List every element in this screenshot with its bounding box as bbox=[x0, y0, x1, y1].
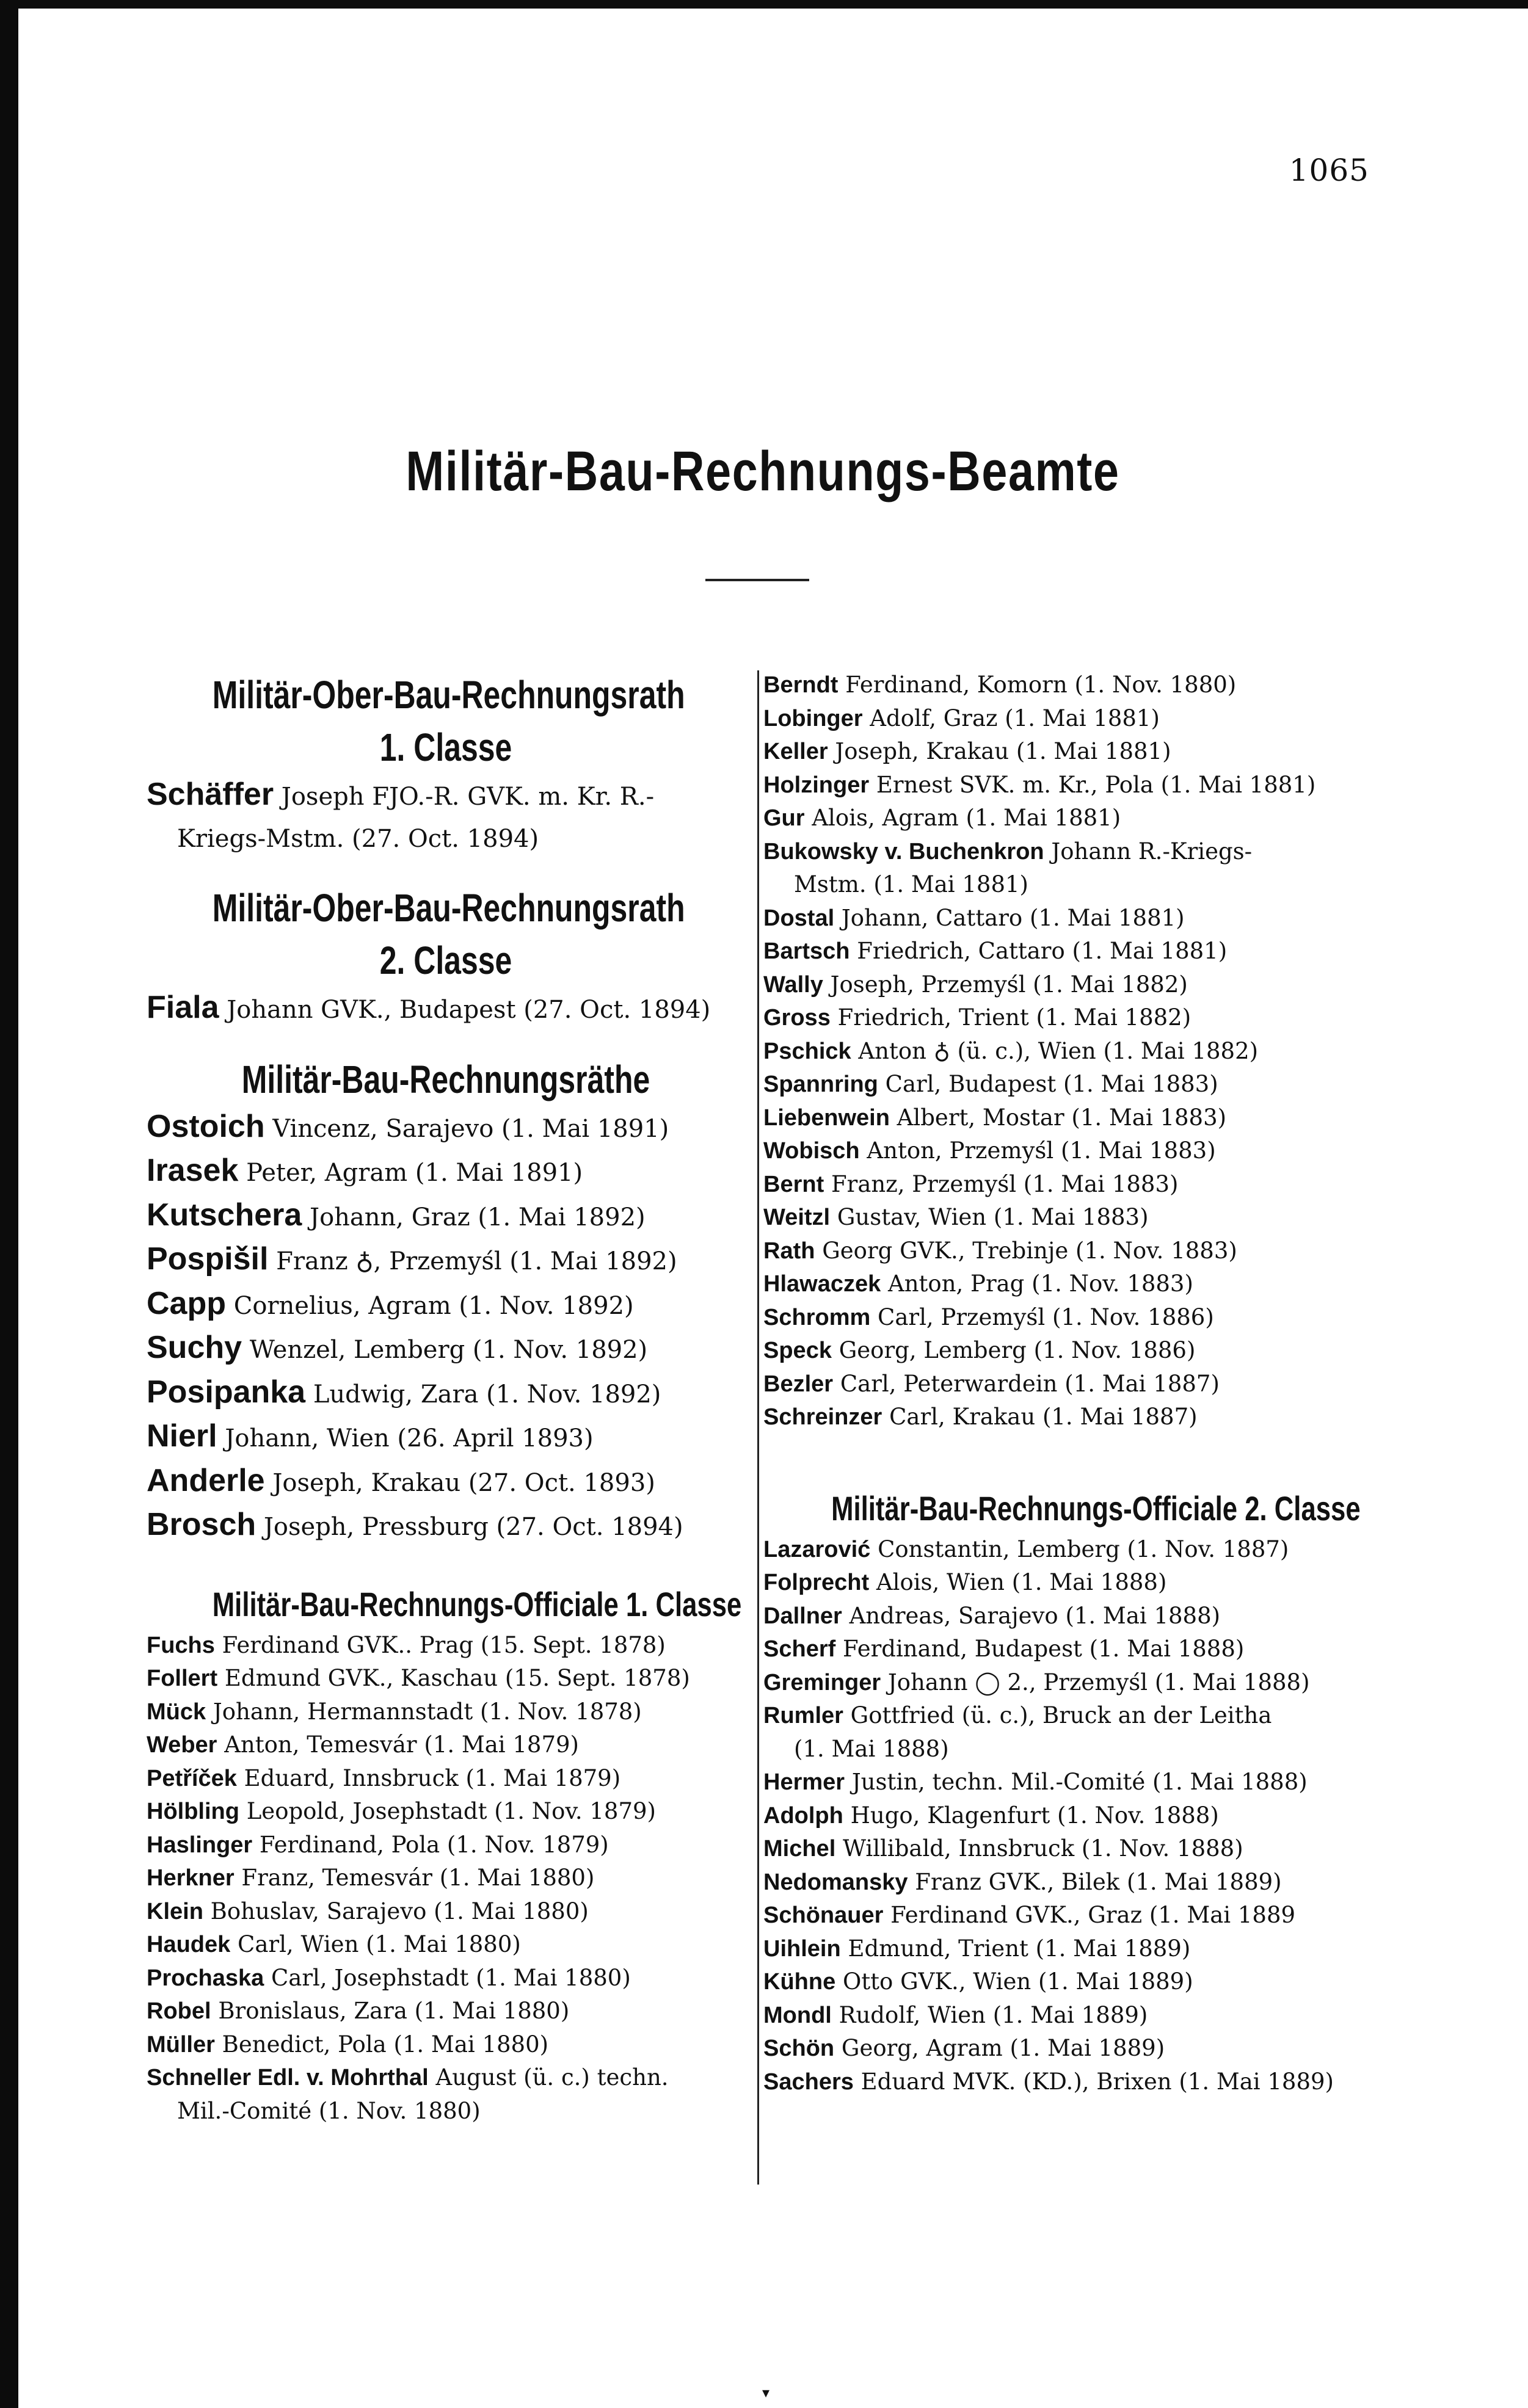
entry-details: Johann ◯ 2., Przemyśl (1. Mai 1888) bbox=[881, 1669, 1310, 1695]
entry-name: Lobinger bbox=[763, 705, 863, 731]
list-item bbox=[763, 1965, 1380, 1999]
entry-details: Otto GVK., Wien (1. Mai 1889) bbox=[835, 1968, 1193, 1995]
entry-details: Joseph, Przemyśl (1. Mai 1882) bbox=[823, 971, 1188, 998]
entry-name: Michel bbox=[763, 1836, 836, 1862]
list-item bbox=[763, 1600, 1380, 1633]
entry-name: Nierl bbox=[147, 1418, 217, 1454]
list-item bbox=[147, 1928, 745, 1962]
entry-name: Haslinger bbox=[147, 1832, 253, 1858]
list-item bbox=[763, 1932, 1380, 1966]
entry-details: Ferdinand, Budapest (1. Mai 1888) bbox=[835, 1636, 1245, 1662]
entry-details: Carl, Josephstadt (1. Mai 1880) bbox=[264, 1964, 631, 1991]
entry-details: Johann GVK., Budapest (27. Oct. 1894) bbox=[219, 996, 711, 1024]
list-item bbox=[763, 902, 1380, 935]
entry-details: Franz GVK., Bilek (1. Mai 1889) bbox=[908, 1868, 1282, 1895]
entry-name: Rumler bbox=[763, 1703, 843, 1728]
entry-name: Bezler bbox=[763, 1371, 834, 1397]
list-item bbox=[763, 1832, 1380, 1866]
list-item bbox=[147, 1728, 745, 1762]
entry-details: Anton, Przemyśl (1. Mai 1883) bbox=[859, 1137, 1216, 1164]
entry-name: Prochaska bbox=[147, 1965, 264, 1991]
section-heading-class: 1. Classe bbox=[379, 725, 512, 769]
section-list bbox=[763, 669, 1380, 1434]
entry-name: Brosch bbox=[147, 1507, 256, 1542]
entry-name: Bartsch bbox=[763, 938, 850, 964]
entry-name: Greminger bbox=[763, 1669, 881, 1695]
title-rule bbox=[705, 579, 809, 581]
list-item bbox=[763, 1334, 1380, 1368]
section-list bbox=[147, 1106, 745, 1548]
entry-name: Uihlein bbox=[763, 1935, 841, 1962]
entry-details: Hugo, Klagenfurt (1. Nov. 1888) bbox=[843, 1802, 1219, 1829]
entry-details: Eduard, Innsbruck (1. Mai 1879) bbox=[236, 1764, 621, 1791]
entry-details: Carl, Budapest (1. Mai 1883) bbox=[878, 1071, 1218, 1097]
entry-name: Bernt bbox=[763, 1171, 824, 1197]
list-item bbox=[763, 968, 1380, 1002]
entry-details: Ludwig, Zara (1. Nov. 1892) bbox=[305, 1380, 661, 1409]
entry-details: Georg, Agram (1. Mai 1889) bbox=[834, 2035, 1165, 2061]
entry-details: Johann, Graz (1. Mai 1892) bbox=[302, 1203, 646, 1231]
section-list bbox=[147, 774, 745, 860]
entry-name: Nedomansky bbox=[763, 1869, 908, 1895]
list-item bbox=[763, 1799, 1380, 1833]
list-item bbox=[763, 1533, 1380, 1567]
list-item bbox=[147, 1829, 745, 1862]
page-number: 1065 bbox=[1289, 153, 1369, 188]
entry-name: Mondl bbox=[763, 2002, 832, 2028]
entry-name: Haudek bbox=[147, 1932, 231, 1957]
entry-name: Dostal bbox=[763, 905, 835, 931]
entry-continuation: Kriegs-Mstm. (27. Oct. 1894) bbox=[177, 824, 539, 853]
list-item bbox=[147, 774, 745, 818]
entry-details: Friedrich, Trient (1. Mai 1882) bbox=[830, 1004, 1191, 1031]
entry-name: Schreinzer bbox=[763, 1404, 882, 1430]
entry-details: Gustav, Wien (1. Mai 1883) bbox=[830, 1204, 1149, 1230]
entry-details: Georg GVK., Trebinje (1. Nov. 1883) bbox=[815, 1237, 1237, 1264]
entry-details: Gottfried (ü. c.), Bruck an der Leitha bbox=[843, 1702, 1272, 1728]
entry-details: Franz, Temesvár (1. Mai 1880) bbox=[234, 1865, 595, 1891]
entry-name: Sachers bbox=[763, 2069, 854, 2095]
entry-name: Schäffer bbox=[147, 777, 274, 812]
entry-name: Irasek bbox=[147, 1153, 239, 1188]
entry-name: Schromm bbox=[763, 1304, 871, 1330]
entry-name: Petříček bbox=[147, 1765, 237, 1791]
entry-name: Anderle bbox=[147, 1462, 265, 1498]
list-item bbox=[763, 835, 1380, 869]
entry-details: Carl, Przemyśl (1. Nov. 1886) bbox=[870, 1304, 1214, 1330]
list-item bbox=[763, 1999, 1380, 2033]
list-item bbox=[147, 1662, 745, 1695]
entry-name: Gross bbox=[763, 1005, 831, 1031]
entry-details: Alois, Agram (1. Mai 1881) bbox=[804, 805, 1121, 831]
section-heading: Militär-Bau-Rechnungsräthe bbox=[241, 1057, 650, 1101]
list-item bbox=[147, 1962, 745, 1995]
list-item bbox=[763, 1766, 1380, 1799]
entry-name: Pospišil bbox=[147, 1241, 269, 1277]
entry-details: Justin, techn. Mil.-Comité (1. Mai 1888) bbox=[845, 1769, 1308, 1795]
entry-name: Herkner bbox=[147, 1865, 235, 1891]
entry-details: Carl, Krakau (1. Mai 1887) bbox=[882, 1404, 1198, 1430]
list-item bbox=[147, 1504, 745, 1548]
entry-name: Posipanka bbox=[147, 1374, 306, 1410]
list-item bbox=[763, 1401, 1380, 1434]
list-item bbox=[147, 987, 745, 1031]
entry-name: Ostoich bbox=[147, 1108, 265, 1144]
list-item bbox=[763, 1566, 1380, 1600]
entry-name: Fuchs bbox=[147, 1632, 215, 1658]
entry-details: Franz ♁, Przemyśl (1. Mai 1892) bbox=[268, 1247, 677, 1275]
footer-mark: ▾ bbox=[762, 2384, 770, 2401]
list-item-continuation bbox=[763, 1733, 1380, 1766]
list-item bbox=[147, 1283, 745, 1327]
entry-details: August (ü. c.) techn. bbox=[428, 2064, 669, 2091]
entry-name: Lazarović bbox=[763, 1536, 871, 1562]
entry-name: Folprecht bbox=[763, 1570, 870, 1595]
entry-details: Johann, Cattaro (1. Mai 1881) bbox=[834, 904, 1185, 931]
list-item bbox=[763, 2032, 1380, 2065]
entry-name: Wobisch bbox=[763, 1138, 860, 1164]
entry-details: Edmund GVK., Kaschau (15. Sept. 1878) bbox=[217, 1665, 690, 1691]
entry-details: Ferdinand GVK.. Prag (15. Sept. 1878) bbox=[214, 1631, 666, 1658]
section-heading: Militär-Ober-Bau-Rechnungsrath bbox=[212, 886, 685, 930]
entry-continuation: Mstm. (1. Mai 1881) bbox=[794, 871, 1028, 898]
list-item bbox=[147, 1106, 745, 1150]
entry-name: Liebenwein bbox=[763, 1104, 890, 1131]
list-item bbox=[763, 669, 1380, 702]
right-column bbox=[763, 669, 1380, 2098]
list-item bbox=[763, 702, 1380, 736]
page-title: Militär-Bau-Rechnungs-Beamte bbox=[406, 440, 1120, 502]
list-item bbox=[147, 2061, 745, 2095]
entry-name: Suchy bbox=[147, 1330, 242, 1365]
list-item bbox=[763, 1201, 1380, 1235]
list-item bbox=[763, 1267, 1380, 1301]
entry-name: Rath bbox=[763, 1238, 815, 1264]
entry-name: Spannring bbox=[763, 1072, 878, 1097]
list-item-continuation bbox=[147, 818, 745, 860]
left-column bbox=[147, 669, 745, 2128]
section-list bbox=[147, 1629, 745, 2128]
list-item bbox=[763, 1301, 1380, 1335]
list-item bbox=[763, 1866, 1380, 1899]
entry-details: Wenzel, Lemberg (1. Nov. 1892) bbox=[242, 1336, 648, 1364]
entry-name: Holzinger bbox=[763, 772, 870, 798]
list-item bbox=[763, 1134, 1380, 1168]
list-item bbox=[763, 935, 1380, 968]
list-item bbox=[147, 1150, 745, 1194]
list-item bbox=[763, 1633, 1380, 1666]
list-item bbox=[763, 1168, 1380, 1202]
section-list bbox=[763, 1533, 1380, 2099]
entry-name: Weber bbox=[147, 1732, 217, 1758]
entry-name: Kühne bbox=[763, 1969, 836, 1995]
column-divider bbox=[757, 670, 759, 2185]
entry-details: Johann, Wien (26. April 1893) bbox=[217, 1424, 594, 1452]
entry-name: Robel bbox=[147, 1998, 211, 2024]
entry-name: Scherf bbox=[763, 1636, 836, 1662]
list-item bbox=[763, 1035, 1380, 1068]
entry-details: Joseph, Krakau (27. Oct. 1893) bbox=[264, 1468, 655, 1497]
list-item bbox=[763, 1899, 1380, 1932]
entry-details: Benedict, Pola (1. Mai 1880) bbox=[214, 2031, 549, 2058]
list-item bbox=[147, 1995, 745, 2028]
list-item bbox=[763, 769, 1380, 802]
entry-name: Hlawaczek bbox=[763, 1271, 881, 1297]
list-item bbox=[763, 1101, 1380, 1135]
list-item bbox=[147, 1795, 745, 1829]
entry-details: Anton, Temesvár (1. Mai 1879) bbox=[217, 1732, 579, 1758]
list-item bbox=[763, 1001, 1380, 1035]
section-heading-class: 2. Classe bbox=[379, 938, 512, 982]
entry-details: Joseph, Krakau (1. Mai 1881) bbox=[828, 738, 1171, 764]
entry-name: Weitzl bbox=[763, 1205, 831, 1230]
entry-details: Leopold, Josephstadt (1. Nov. 1879) bbox=[239, 1798, 656, 1824]
entry-name: Keller bbox=[763, 739, 828, 764]
entry-details: Eduard MVK. (KD.), Brixen (1. Mai 1889) bbox=[853, 2068, 1334, 2095]
entry-details: Willibald, Innsbruck (1. Nov. 1888) bbox=[835, 1835, 1243, 1862]
list-item bbox=[147, 1695, 745, 1729]
list-item bbox=[147, 1460, 745, 1504]
entry-name: Kutschera bbox=[147, 1197, 302, 1233]
entry-details: Friedrich, Cattaro (1. Mai 1881) bbox=[849, 938, 1228, 964]
section-heading: Militär-Bau-Rechnungs-Officiale 1. Classe bbox=[212, 1584, 742, 1623]
entry-details: Adolf, Graz (1. Mai 1881) bbox=[862, 705, 1160, 731]
scan-edge-left bbox=[0, 0, 18, 2408]
list-item bbox=[763, 1235, 1380, 1268]
list-item bbox=[147, 1895, 745, 1929]
entry-details: Georg, Lemberg (1. Nov. 1886) bbox=[831, 1337, 1196, 1363]
list-item bbox=[763, 1699, 1380, 1733]
list-item-continuation bbox=[763, 868, 1380, 902]
list-item bbox=[147, 1327, 745, 1371]
entry-details: Carl, Peterwardein (1. Mai 1887) bbox=[833, 1370, 1220, 1397]
entry-details: Alois, Wien (1. Mai 1888) bbox=[869, 1569, 1167, 1595]
entry-name: Klein bbox=[147, 1898, 203, 1924]
list-item bbox=[147, 1862, 745, 1895]
list-item bbox=[763, 1368, 1380, 1401]
section-list bbox=[147, 987, 745, 1031]
scan-edge-top bbox=[0, 0, 1528, 9]
entry-name: Mück bbox=[147, 1699, 206, 1725]
entry-name: Dallner bbox=[763, 1603, 842, 1629]
list-item-continuation bbox=[147, 2095, 745, 2128]
list-item bbox=[147, 2028, 745, 2062]
list-item bbox=[147, 1238, 745, 1283]
list-item bbox=[147, 1629, 745, 1663]
list-item bbox=[147, 1194, 745, 1239]
entry-details: Johann, Hermannstadt (1. Nov. 1878) bbox=[206, 1698, 642, 1725]
section-heading: Militär-Ober-Bau-Rechnungsrath bbox=[212, 673, 685, 717]
entry-details: Cornelius, Agram (1. Nov. 1892) bbox=[226, 1291, 634, 1320]
entry-name: Wally bbox=[763, 971, 823, 998]
list-item bbox=[763, 802, 1380, 835]
entry-details: Peter, Agram (1. Mai 1891) bbox=[238, 1159, 583, 1187]
entry-details: Vincenz, Sarajevo (1. Mai 1891) bbox=[264, 1114, 669, 1143]
entry-details: Constantin, Lemberg (1. Nov. 1887) bbox=[870, 1536, 1289, 1562]
entry-name: Hermer bbox=[763, 1769, 845, 1795]
list-item bbox=[147, 1415, 745, 1460]
list-item bbox=[763, 1068, 1380, 1101]
entry-details: Anton, Prag (1. Nov. 1883) bbox=[881, 1271, 1193, 1297]
entry-name: Berndt bbox=[763, 672, 839, 698]
entry-name: Bukowsky v. Buchenkron bbox=[763, 838, 1044, 865]
entry-details: Ferdinand, Pola (1. Nov. 1879) bbox=[252, 1831, 609, 1858]
list-item bbox=[147, 1371, 745, 1416]
entry-details: Anton ♁ (ü. c.), Wien (1. Mai 1882) bbox=[851, 1037, 1259, 1064]
entry-details: Ernest SVK. m. Kr., Pola (1. Mai 1881) bbox=[869, 771, 1316, 798]
entry-details: Carl, Wien (1. Mai 1880) bbox=[230, 1931, 521, 1957]
entry-name: Capp bbox=[147, 1285, 226, 1321]
list-item bbox=[763, 2065, 1380, 2099]
entry-details: Ferdinand, Komorn (1. Nov. 1880) bbox=[838, 672, 1237, 698]
entry-details: Joseph, Pressburg (27. Oct. 1894) bbox=[256, 1513, 683, 1541]
entry-name: Pschick bbox=[763, 1038, 851, 1064]
entry-name: Follert bbox=[147, 1666, 218, 1691]
entry-details: Ferdinand GVK., Graz (1. Mai 1889 bbox=[883, 1902, 1296, 1928]
entry-name: Schneller Edl. v. Mohrthal bbox=[147, 2065, 429, 2091]
entry-name: Adolph bbox=[763, 1802, 843, 1829]
entry-continuation: Mil.-Comité (1. Nov. 1880) bbox=[177, 2097, 481, 2124]
list-item bbox=[147, 1762, 745, 1796]
entry-details: Bohuslav, Sarajevo (1. Mai 1880) bbox=[203, 1898, 589, 1924]
entry-details: Edmund, Trient (1. Mai 1889) bbox=[840, 1935, 1191, 1962]
entry-name: Müller bbox=[147, 2031, 215, 2058]
entry-name: Speck bbox=[763, 1338, 832, 1363]
list-item bbox=[763, 735, 1380, 769]
entry-details: Andreas, Sarajevo (1. Mai 1888) bbox=[842, 1602, 1221, 1629]
entry-details: Rudolf, Wien (1. Mai 1889) bbox=[831, 2001, 1148, 2028]
entry-name: Hölbling bbox=[147, 1799, 239, 1824]
section-heading: Militär-Bau-Rechnungs-Officiale 2. Classe bbox=[831, 1489, 1361, 1528]
entry-details: Franz, Przemyśl (1. Mai 1883) bbox=[824, 1170, 1179, 1197]
entry-details: Bronislaus, Zara (1. Mai 1880) bbox=[211, 1998, 570, 2024]
entry-name: Schön bbox=[763, 2036, 835, 2061]
entry-details: Joseph FJO.-R. GVK. m. Kr. R.- bbox=[274, 783, 655, 811]
entry-continuation: (1. Mai 1888) bbox=[794, 1735, 949, 1762]
entry-name: Fiala bbox=[147, 990, 219, 1025]
entry-details: Albert, Mostar (1. Mai 1883) bbox=[889, 1104, 1227, 1131]
entry-name: Schönauer bbox=[763, 1902, 884, 1928]
entry-details: Johann R.-Kriegs- bbox=[1044, 838, 1253, 865]
list-item bbox=[763, 1666, 1380, 1700]
entry-name: Gur bbox=[763, 805, 805, 831]
